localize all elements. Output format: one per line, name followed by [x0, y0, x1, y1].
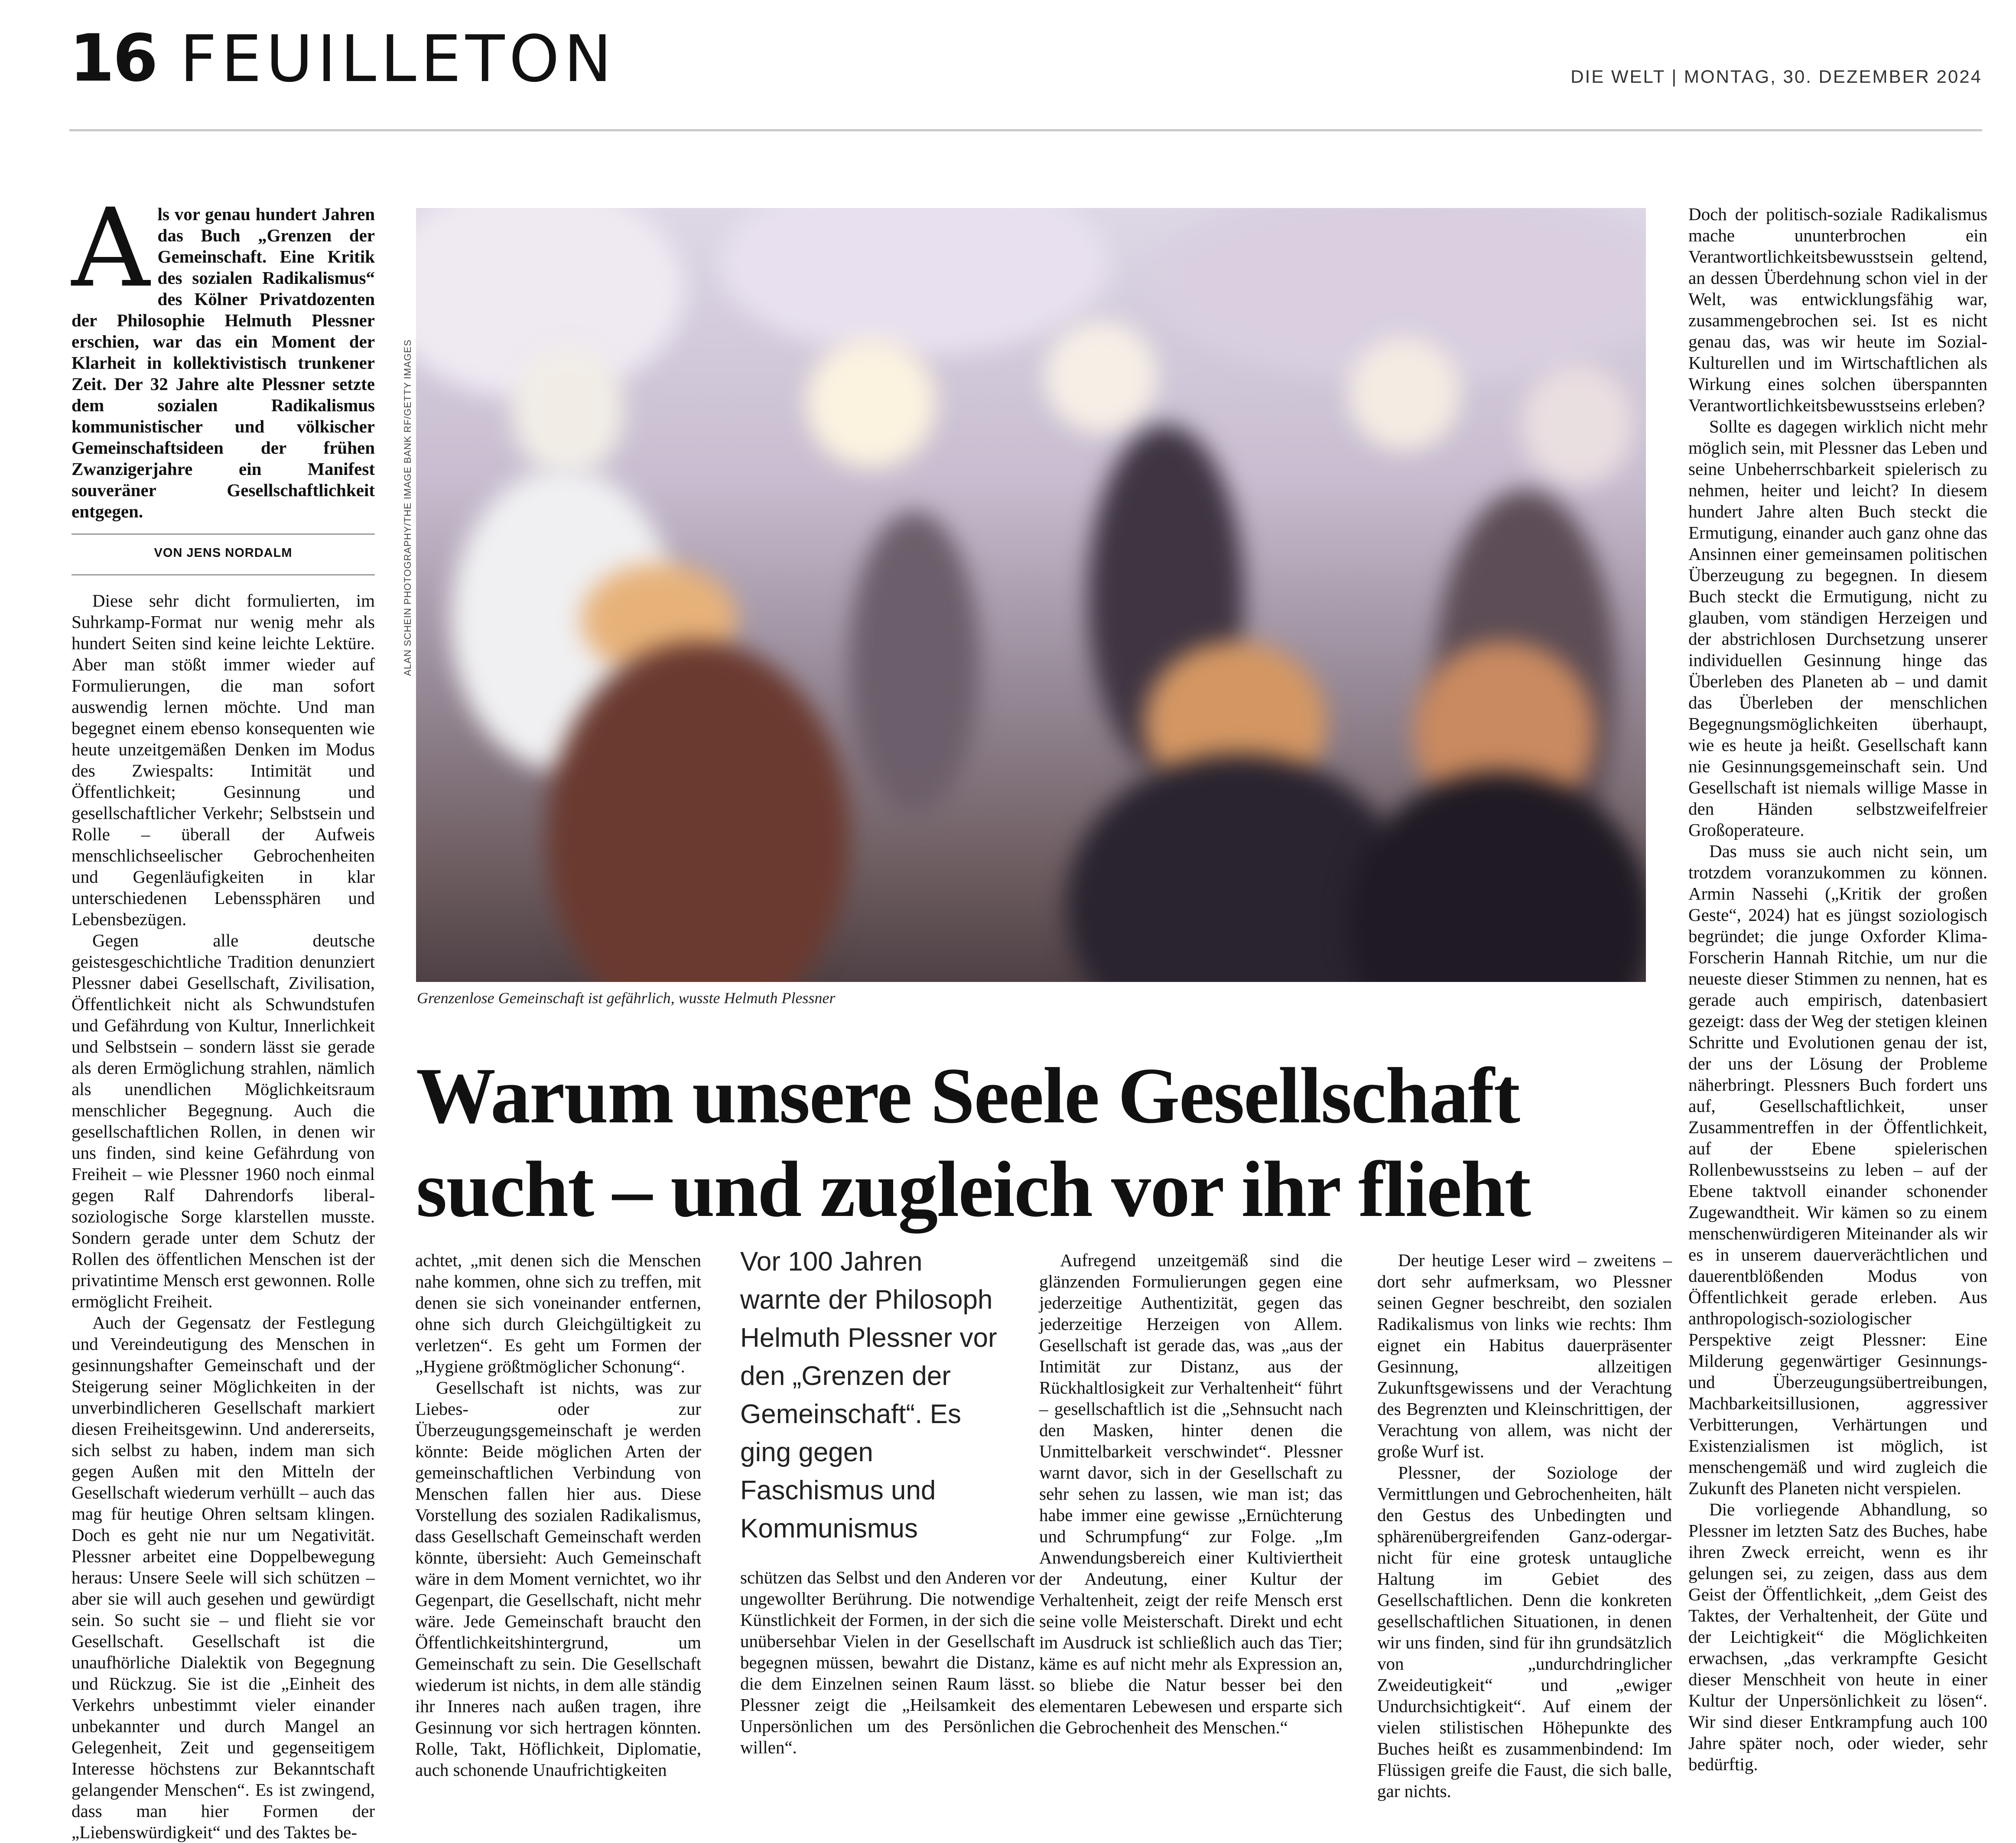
- body-paragraph: schützen das Selbst und den Anderen vor ungewollter Berührung. Die notwendige Künstlichkeit der Formen, in der sich die unübersehbar Vielen in der Gesellschaft begegnen müssen, bewahrt die Distanz, die dem Einzelnen seinen Raum lässt. Plessner zeigt die „Heilsamkeit des Unpersönlichen um des Persönlichen willen“.: [740, 1567, 1035, 1757]
- article-column-2: [415, 1250, 701, 1781]
- body-paragraph: Sollte es dagegen wirklich nicht mehr möglich sein, mit Plessner das Leben und seine Unbeherrschbarkeit spielerisch zu nehmen, heiter und leicht? In diesem hundert Jahre alten Buch steckt die Ermutigung, einander auch ganz ohne das Ansinnen einer gemeinsamen politischen Überzeugung zu begegnen. In diesem Buch steckt die Ermutigung, nicht zu glauben, vom ständigen Herzeigen und der abstrichlosen Durchsetzung unserer individuellen Gesinnung hinge das Überleben des Planeten ab – und damit das Überleben der menschlichen Begegnungsmöglichkeiten überhaupt, wie es heute ja heißt. Gesellschaft kann nie Gesinnungsgemeinschaft sein. Und Gesellschaft ist niemals willige Masse in den Händen selbstzweifelfreier Großoperateure.: [1688, 416, 1987, 840]
- byline-rule-bottom: [72, 574, 375, 575]
- section-title: FEUILLETON: [180, 22, 616, 96]
- page-number: 16: [69, 21, 156, 96]
- headline: [416, 1049, 1651, 1236]
- body-paragraph: Plessner, der Soziologe der Vermittlungen und Gebrochenheiten, hält den Gestus des Unbedingten und sphärenübergreifenden Ganz-odergar-nicht für eine grotesk untaugliche Haltung im Gebiet des Gesellschaftlichen. Denn die konkreten gesellschaftlichen Situationen, in denen wir uns finden, sind für ihn grundsätzlich von „undurchdringlicher Zweideutigkeit“ und „ewiger Undurchsichtigkeit“. Auf einem der vielen stilistischen Höhepunkte des Buches heißt es zusammenbindend: Im Flüssigen greife die Faust, die sich balle, gar nichts.: [1377, 1463, 1672, 1801]
- article-column-1: [72, 185, 375, 1843]
- byline: VON JENS NORDALM: [154, 546, 293, 560]
- intro-text: ls vor genau hundert Jahren das Buch „Grenzen der Gemeinschaft. Eine Kritik des sozialen Radikalismus“ des Kölner Privatdozenten der Philosophie Helmuth Plessner erschien, war das ein Moment der Klarheit in kollektivistisch trunkener Zeit. Der 32 Jahre alte Plessner setzte dem sozialen Radikalismus kommunistischer und völkischer Gemeinschaftsideen der frühen Zwanzigerjahre ein Manifest souveräner Gesellschaftlichkeit entgegen.: [72, 204, 375, 521]
- article-column-5: [1377, 1250, 1672, 1802]
- article-column-4: [1039, 1250, 1343, 1738]
- crowd-photo: [416, 208, 1646, 982]
- body-paragraph: Das muss sie auch nicht sein, um trotzdem voranzukommen zu können. Armin Nassehi („Kritik der großen Geste“, 2024) hat es jüngst soziologisch begründet; die junge Oxforder Klima-Forscherin Hannah Ritchie, um nur die neueste dieser Stimmen zu nennen, hat es gerade auch empirisch, datenbasiert gezeigt: dass der Weg der stetigen kleinen Schritte und Evolutionen genau der ist, der uns der Lösung der Probleme näherbringt. Plessners Buch fordert uns auf, Gesellschaftlichkeit, unser Zusammentreffen in der Öffentlichkeit, auf der Ebene spielerischen Rollenbewusstseins zu leben – auf der Ebene taktvoll einander schonender Zugewandtheit. Wir kämen so zu einem menschenwürdigeren Miteinander als wir es in unserem dauerverächtlichen und dauerentblößenden Modus von Öffentlichkeit gerade erleben. Aus anthropologisch-soziologischer Perspektive zeigt Plessner: Eine Milderung gegenwärtiger Gesinnungs- und Überzeugungsübertreibungen, Machbarkeitsillusionen, aggressiver Verbitterungen, Verhärtungen und Existenzialismen ist möglich, ist menschengemäß und wird zugleich die Zukunft des Planeten nicht verspielen.: [1688, 841, 1987, 1498]
- photo-caption: Grenzenlose Gemeinschaft ist gefährlich, wusste Helmuth Plessner: [417, 989, 836, 1007]
- body-paragraph: Diese sehr dicht formulierten, im Suhrkamp-Format nur wenig mehr als hundert Seiten sind keine leichte Lektüre. Aber man stößt immer wieder auf Formulierungen, die man sofort auswendig lernen möchte. Und man begegnet einem ebenso konsequenten wie heute unzeitgemäßen Denken im Modus des Zwiespalts: Intimität und Öffentlichkeit; Gesinnung und gesellschaftlicher Verkehr; Selbstsein und Rolle – überall der Aufweis menschlichseelischer Gebrochenheiten und Gegenläufigkeiten in klar unterschiedenen Lebenssphären und Lebensbezügen.: [72, 591, 375, 929]
- headline-line-1: Warum unsere Seele Gesellschaft: [416, 1051, 1519, 1140]
- article-column-3: [740, 1567, 1035, 1758]
- headline-line-2: sucht – und zugleich vor ihr flieht: [416, 1145, 1531, 1233]
- article-column-6: [1688, 204, 1987, 1775]
- body-paragraph: Aufregend unzeitgemäß sind die glänzenden Formulierungen gegen eine jederzeitige Authentizität, gegen das jederzeitige Herzeigen von Allem. Gesellschaft ist gerade das, was „aus der Intimität zur Distanz, aus der Rückhaltlosigkeit zur Verhaltenheit“ führt – gesellschaftlich ist die „Sehnsucht nach den Masken, hinter denen die Unmittelbarkeit verschwindet“. Plessner warnt davor, sich in der Gesellschaft zu sehr sehen zu lassen, wie man ist; das habe immer eine gewisse „Ernüchterung und Schrumpfung“ zur Folge. „Im Anwendungsbereich einer Kultiviertheit der Andeutung, einer Kultur der Verhaltenheit, zeigt der reife Mensch erst seine volle Meisterschaft. Direkt und echt im Ausdruck ist schließlich auch das Tier; käme es auf nicht mehr als Expression an, so bliebe die Natur besser bei den elementaren Lebewesen und ersparte sich die Gebrochenheit des Menschen.“: [1039, 1250, 1343, 1737]
- lead-text: Vor 100 Jahren warnte der Philosoph Helmuth Plessner vor den „Grenzen der Gemeinschaft“. Es ging gegen Faschismus und Kommunismus: [740, 1247, 997, 1544]
- body-paragraph: Gesellschaft ist nichts, was zur Liebes- oder zur Überzeugungsgemeinschaft je werden könnte: Beide möglichen Arten der gemeinschaftlichen Verbindung von Menschen fallen hier aus. Diese Vorstellung des sozialen Radikalismus, dass Gesellschaft Gemeinschaft werden könnte, übersieht: Auch Gemeinschaft wäre in dem Moment vernichtet, wo ihr Gegenpart, die Gesellschaft, nicht mehr wäre. Jede Gemeinschaft braucht den Öffentlichkeitshintergrund, um Gemeinschaft zu sein. Die Gesellschaft wiederum ist nichts, in dem alle ständig ihr Inneres nach außen tragen, ihre Gesinnung vor sich hertragen könnten. Rolle, Takt, Höflichkeit, Diplomatie, auch schonende Unaufrichtigkeiten: [415, 1378, 701, 1780]
- drop-cap: A: [72, 185, 150, 311]
- body-paragraph: achtet, „mit denen sich die Menschen nahe kommen, ohne sich zu treffen, mit denen sie sich voneinander entfernen, ohne sich durch Gleichgültigkeit zu verletzen“. Es geht um Formen der „Hygiene größtmöglicher Schonung“.: [415, 1250, 701, 1376]
- byline-rule-top: [72, 533, 375, 535]
- body-paragraph: Die vorliegende Abhandlung, so Plessner im letzten Satz des Buches, habe ihren Zweck erreicht, wenn es ihr gelungen sei, zu zeigen, dass aus dem Geist der Öffentlichkeit, „dem Geist des Taktes, der Verhaltenheit, der Güte und der Leichtigkeit“ die Möglichkeiten erwachsen, „das verkrampfte Gesicht dieser Menschheit von heute in einer Kultur der Unpersönlichkeit zu lösen“. Wir sind dieser Entkrampfung auch 100 Jahre später noch, oder wieder, sehr bedürftig.: [1688, 1499, 1987, 1774]
- body-paragraph: Doch der politisch-soziale Radikalismus mache ununterbrochen ein Verantwortlichkeitsbewusstsein geltend, an dessen Überdehnung schon viel in der Welt, was entwicklungsfähig war, zusammengebrochen sei. Ist es nicht genau das, was wir heute im Sozial-Kulturellen und im Wirtschaftlichen als Wirkung eines solchen überspannten Verantwortlichkeitsbewusstseins erleben?: [1688, 204, 1987, 415]
- body-paragraph: Der heutige Leser wird – zweitens – dort sehr aufmerksam, wo Plessner seinen Gegner beschreibt, den sozialen Radikalismus von links wie rechts: Ihm eignet ein Habitus dauerpräsenter Gesinnung, allzeitigen Zukunftsgewissens und der Verachtung des Begrenzten und Kleinschrittigen, der Verachtung von allem, was nicht der große Wurf ist.: [1377, 1250, 1672, 1461]
- dateline: DIE WELT | MONTAG, 30. DEZEMBER 2024: [1571, 66, 1982, 87]
- body-paragraph: Auch der Gegensatz der Festlegung und Vereindeutigung des Menschen in gesinnungshafter Gemeinschaft und der Steigerung seiner Möglichkeiten in der unverbindlicheren Gesellschaft markiert diesen Freiheitsgewinn. Und andererseits, sich selbst zu haben, indem man sich gegen Außen mit den Mitteln der Gesellschaft wiederum verhüllt – auch das mag für heutige Ohren seltsam klingen. Doch es geht nie nur um Negativität. Plessner arbeitet eine Doppelbewegung heraus: Unsere Seele will sich schützen – aber sie will auch gesehen und gewürdigt sein. So sucht sie – und flieht sie vor Gesellschaft. Gesellschaft ist die unaufhörliche Dialektik von Begegnung und Rückzug. Sie ist die „Einheit des Verkehrs unbestimmt vieler einander unbekannter und durch Mangel an Gelegenheit, Zeit und gegenseitigem Interesse höchstens zur Bekanntschaft gelangender Menschen“. Es ist zwingend, dass man hier Formen der „Liebenswürdigkeit“ und des Taktes be-: [72, 1313, 375, 1842]
- body-paragraph: Gegen alle deutsche geistesgeschichtliche Tradition denunziert Plessner dabei Gesellschaft, Zivilisation, Öffentlichkeit nicht als Schwundstufen und Gefährdung von Kultur, Innerlichkeit und Selbstsein – sondern lässt sie gerade als deren Ermöglichung strahlen, nämlich als unendlichen Möglichkeitsraum menschlicher Begegnung. Auch die gesellschaftlichen Rollen, in denen wir uns finden, sind keine Gefährdung von Freiheit – wie Plessner 1960 noch einmal gegen Ralf Dahrendorfs liberal-soziologische Sorge klarstellen musste. Sondern gerade unter dem Schutz der Rollen des öffentlichen Menschen ist der privatintime Mensch erst gewonnen. Rolle ermöglicht Freiheit.: [72, 930, 375, 1311]
- intro-paragraph: [72, 185, 375, 522]
- header-rule: [69, 129, 1982, 131]
- photo-credit: ALAN SCHEIN PHOTOGRAPHY/THE IMAGE BANK RF/GETTY IMAGES: [402, 339, 413, 676]
